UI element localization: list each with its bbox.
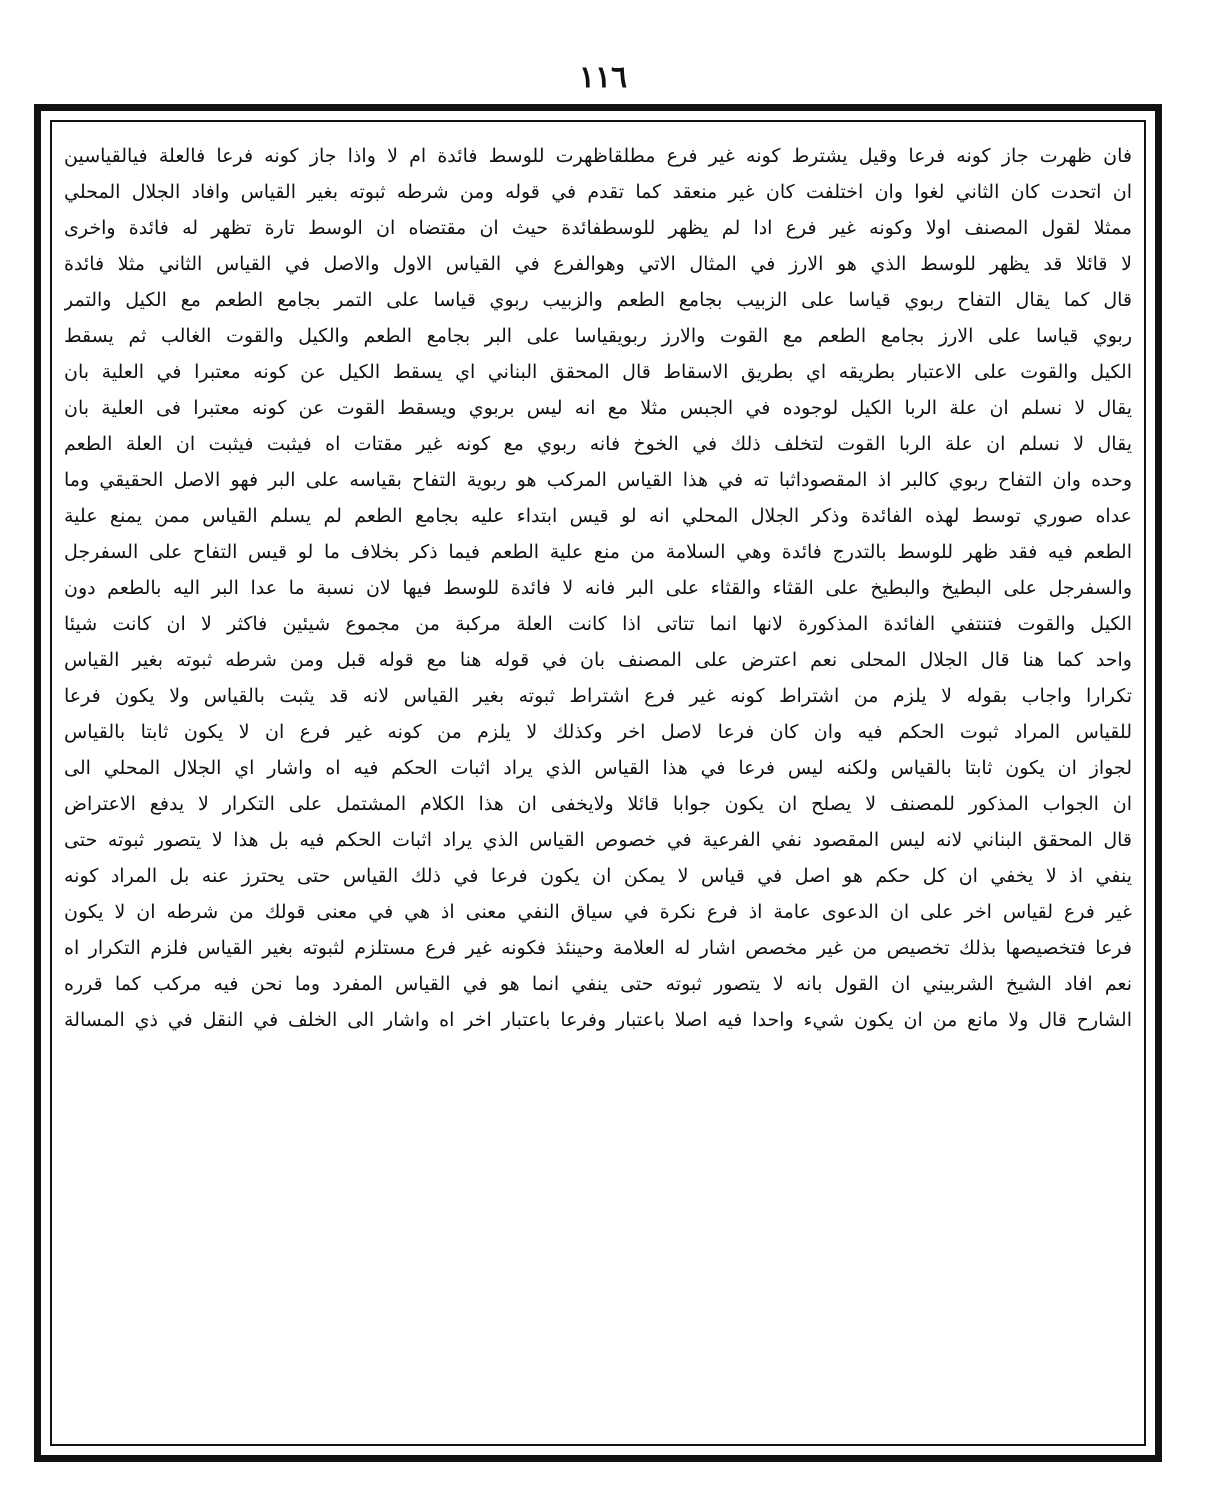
text-line: فرعا فتخصيصها بذلك تخصيص من غير مخصص اشار له العلامة وحينئذ فكونه غير فرع مستلزم لثبوته بغير القياس فلزم التكرار اه (64, 937, 1132, 959)
text-line: الكيل والقوت على الاعتبار بطريقه اي بطريق الاسقاط قال المحقق البناني اي يسقط الكيل عن كونه معتبرا في العلية بان (64, 361, 1132, 383)
text-line: يقال لا نسلم ان علة الربا الكيل لوجوده في الجبس مثلا مع انه ليس بربوي ويسقط القوت عن كونه معتبرا فى العلية بان (64, 397, 1132, 419)
text-line: عداه صوري توسط لهذه الفائدة وذكر الجلال المحلي انه لو قيس ابتداء عليه بجامع الطعم لم يسلم القياس ممن يمنع علية (64, 505, 1132, 527)
text-line: للقياس المراد ثبوت الحكم فيه وان كان فرعا لاصل اخر وكذلك لا يلزم من كونه غير فرع ان لا يكون ثابتا بالقياس (64, 721, 1132, 743)
text-line: والسفرجل على البطيخ والبطيخ على القثاء والقثاء على البر فانه لا فائدة للوسط فيها لان نسبة ما عدا البر اليه بالطعم دون (64, 577, 1132, 599)
text-line: الكيل والقوت فتنتفي الفائدة المذكورة لانها انما تتاتى اذا كانت العلة مركبة من مجموع شيئين فاكثر لا ان كانت شيئا (64, 613, 1132, 635)
text-line: وحده وان التفاح ربوي كالبر اذ المقصوداثبا ته في هذا القياس المركب هو ربوية التفاح بقياسه على البر فهو الاصل الحقيقي وما (64, 469, 1132, 491)
text-line: واحد كما هنا قال الجلال المحلى نعم اعترض على المصنف بان في قوله هنا مع قوله قبل ومن شرطه ثبوته بغير القياس (64, 649, 1132, 671)
text-line: قال المحقق البناني لانه ليس المقصود نفي الفرعية في خصوص القياس الذي يراد اثبات الحكم فيه بل هذا لا يتصور ثبوته حتى (64, 829, 1132, 851)
text-line: ربوي قياسا على الارز بجامع الطعم مع القوت والارز ربويقياسا على البر بجامع الطعم والكيل والقوت الغالب ثم يسقط (64, 325, 1132, 347)
text-line: ممثلا لقول المصنف اولا وكونه غير فرع ادا لم يظهر للوسطفائدة حيث ان مقتضاه ان الوسط تارة تظهر له فائدة واخرى (64, 217, 1132, 239)
text-line: نعم افاد الشيخ الشربيني ان القول بانه لا يتصور ثبوته حتى ينفي انما هو في القياس المفرد وما نحن فيه مركب كما قرره (64, 973, 1132, 995)
page-number: ١١٦ (578, 60, 628, 95)
text-line: غير فرع لقياس اخر على ان الدعوى عامة اذ فرع نكرة في سياق النفي معنى اذ هي في معنى قولك من شرطه ان لا يكون (64, 901, 1132, 923)
text-line: يقال لا نسلم ان علة الربا القوت لتخلف ذلك في الخوخ فانه ربوي مع كونه غير مقتات اه فيثبت فيثبت ان العلة الطعم (64, 433, 1132, 455)
text-line: ان اتحدت كان الثاني لغوا وان اختلفت كان غير منعقد كما تقدم في قوله ومن شرطه ثبوته بغير القياس وافاد الجلال المحلي (64, 181, 1132, 203)
text-line: لجواز ان يكون ثابتا بالقياس ولكنه ليس فرعا في هذا القياس الذي يراد اثبات الحكم فيه اه واشار اي الجلال المحلي الى (64, 757, 1132, 779)
text-line: لا قائلا قد يظهر للوسط الذي هو الارز في المثال الاتي وهوالفرع في القياس الاول والاصل في القياس الثاني مثلا فائدة (64, 253, 1132, 275)
text-line: الطعم فيه فقد ظهر للوسط بالتدرج فائدة وهي السلامة من منع علية الطعم فيما ذكر بخلاف ما لو قيس التفاح على السفرجل (64, 541, 1132, 563)
text-line: تكرارا واجاب بقوله لا يلزم من اشتراط كونه غير فرع اشتراط ثبوته بغير القياس لانه قد يثبت بالقياس ولا يكون فرعا (64, 685, 1132, 707)
text-line: ان الجواب المذكور للمصنف لا يصلح ان يكون جوابا قائلا ولايخفى ان هذا الكلام المشتمل على التكرار لا يدفع الاعتراض (64, 793, 1132, 815)
text-line: الشارح قال ولا مانع من ان يكون شيء واحدا فيه اصلا باعتبار وفرعا باعتبار اخر اه واشار الى الخلف في النقل في ذي المسالة (64, 1009, 1132, 1031)
text-line: فان ظهرت جاز كونه فرعا وقيل يشترط كونه غير فرع مطلقاظهرت للوسط فائدة ام لا واذا جاز كونه فرعا فالعلة فيالقياسين (64, 145, 1132, 167)
text-line: ينفي اذ لا يخفي ان كل حكم هو اصل في قياس لا يمكن ان يكون فرعا في ذلك القياس حتى يحترز عنه بل المراد كونه (64, 865, 1132, 887)
text-line: قال كما يقال التفاح ربوي قياسا على الزبيب بجامع الطعم والزبيب ربوي قياسا على التمر بجامع الطعم مع الكيل والتمر (64, 289, 1132, 311)
body-text (64, 138, 1132, 1434)
